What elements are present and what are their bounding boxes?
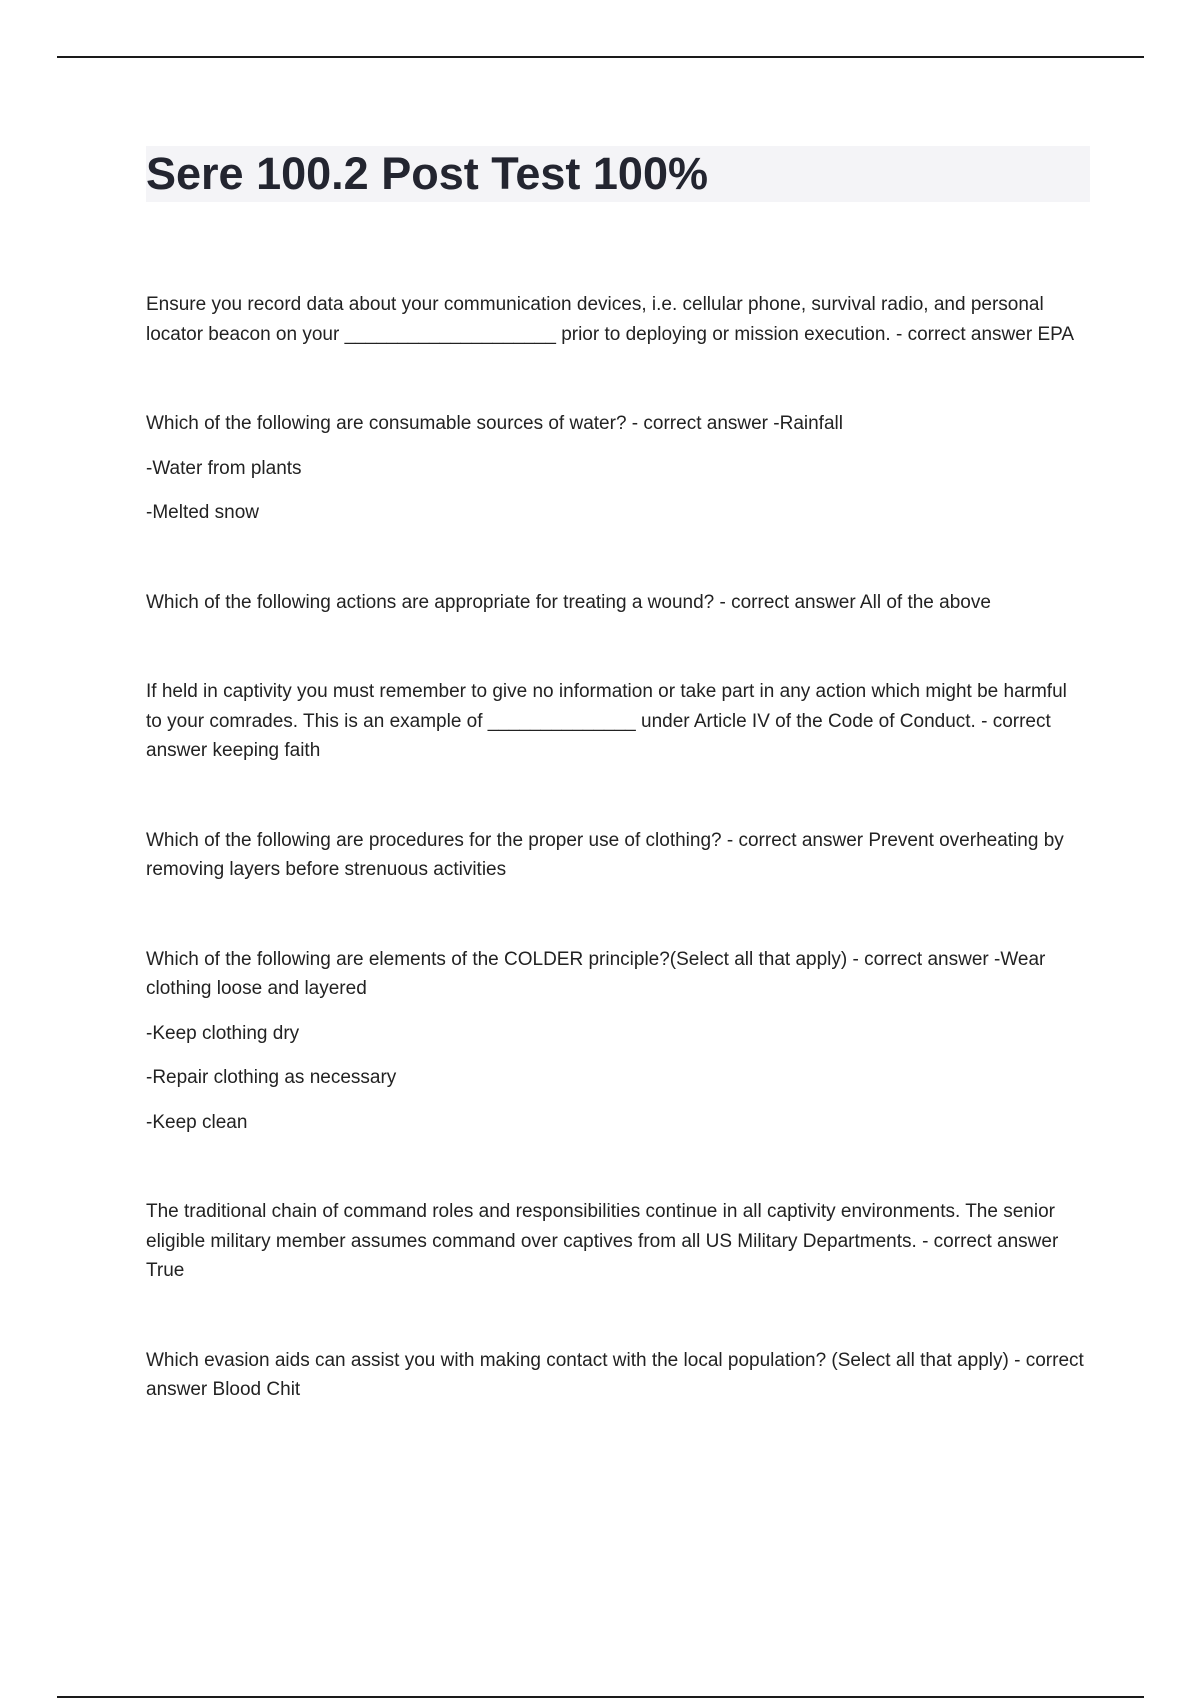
question-text: Which of the following are procedures for the proper use of clothing? - correct answer Prevent overheating by removing layers before strenuous activities bbox=[146, 829, 1064, 880]
answer-line: -Water from plants bbox=[146, 457, 302, 479]
question-text: If held in captivity you must remember to give no information or take part in any action which might be harmful to your comrades. This is an example of ______________ under Article IV of the Code of Conduct. - correct answer keeping faith bbox=[146, 681, 1067, 761]
top-divider bbox=[57, 56, 1144, 58]
answer-line: -Keep clothing dry bbox=[146, 1022, 300, 1044]
question-item bbox=[146, 409, 1086, 528]
question-text: Which of the following are consumable sources of water? - correct answer -Rainfall bbox=[146, 413, 843, 434]
answer-line: -Keep clean bbox=[146, 1111, 248, 1133]
bottom-divider bbox=[57, 1696, 1144, 1698]
question-item bbox=[146, 1346, 1086, 1405]
question-item bbox=[146, 945, 1086, 1138]
answer-line: -Melted snow bbox=[146, 502, 259, 523]
answer-line: -Repair clothing as necessary bbox=[146, 1067, 397, 1088]
page-title: Sere 100.2 Post Test 100% bbox=[146, 148, 708, 199]
question-text: Which evasion aids can assist you with making contact with the local population? (Select all that apply) - correct answer Blood Chit bbox=[146, 1349, 1084, 1400]
question-item bbox=[146, 826, 1086, 885]
question-text: Ensure you record data about your communication devices, i.e. cellular phone, survival radio, and personal locator beacon on your ____________________ prior to deploying or mission execution. - correct answer EPA bbox=[146, 294, 1075, 345]
question-item bbox=[146, 1197, 1086, 1286]
question-item bbox=[146, 588, 1086, 618]
question-list bbox=[146, 290, 1086, 1405]
question-item bbox=[146, 290, 1086, 349]
question-text: The traditional chain of command roles and responsibilities continue in all captivity environments. The senior eligible military member assumes command over captives from all US Military Departments. - correct answer True bbox=[146, 1201, 1059, 1281]
question-text: Which of the following actions are appropriate for treating a wound? - correct answer All of the above bbox=[146, 591, 991, 613]
question-text: Which of the following are elements of the COLDER principle?(Select all that apply) - correct answer -Wear clothing loose and layered bbox=[146, 948, 1046, 999]
question-item bbox=[146, 677, 1086, 766]
